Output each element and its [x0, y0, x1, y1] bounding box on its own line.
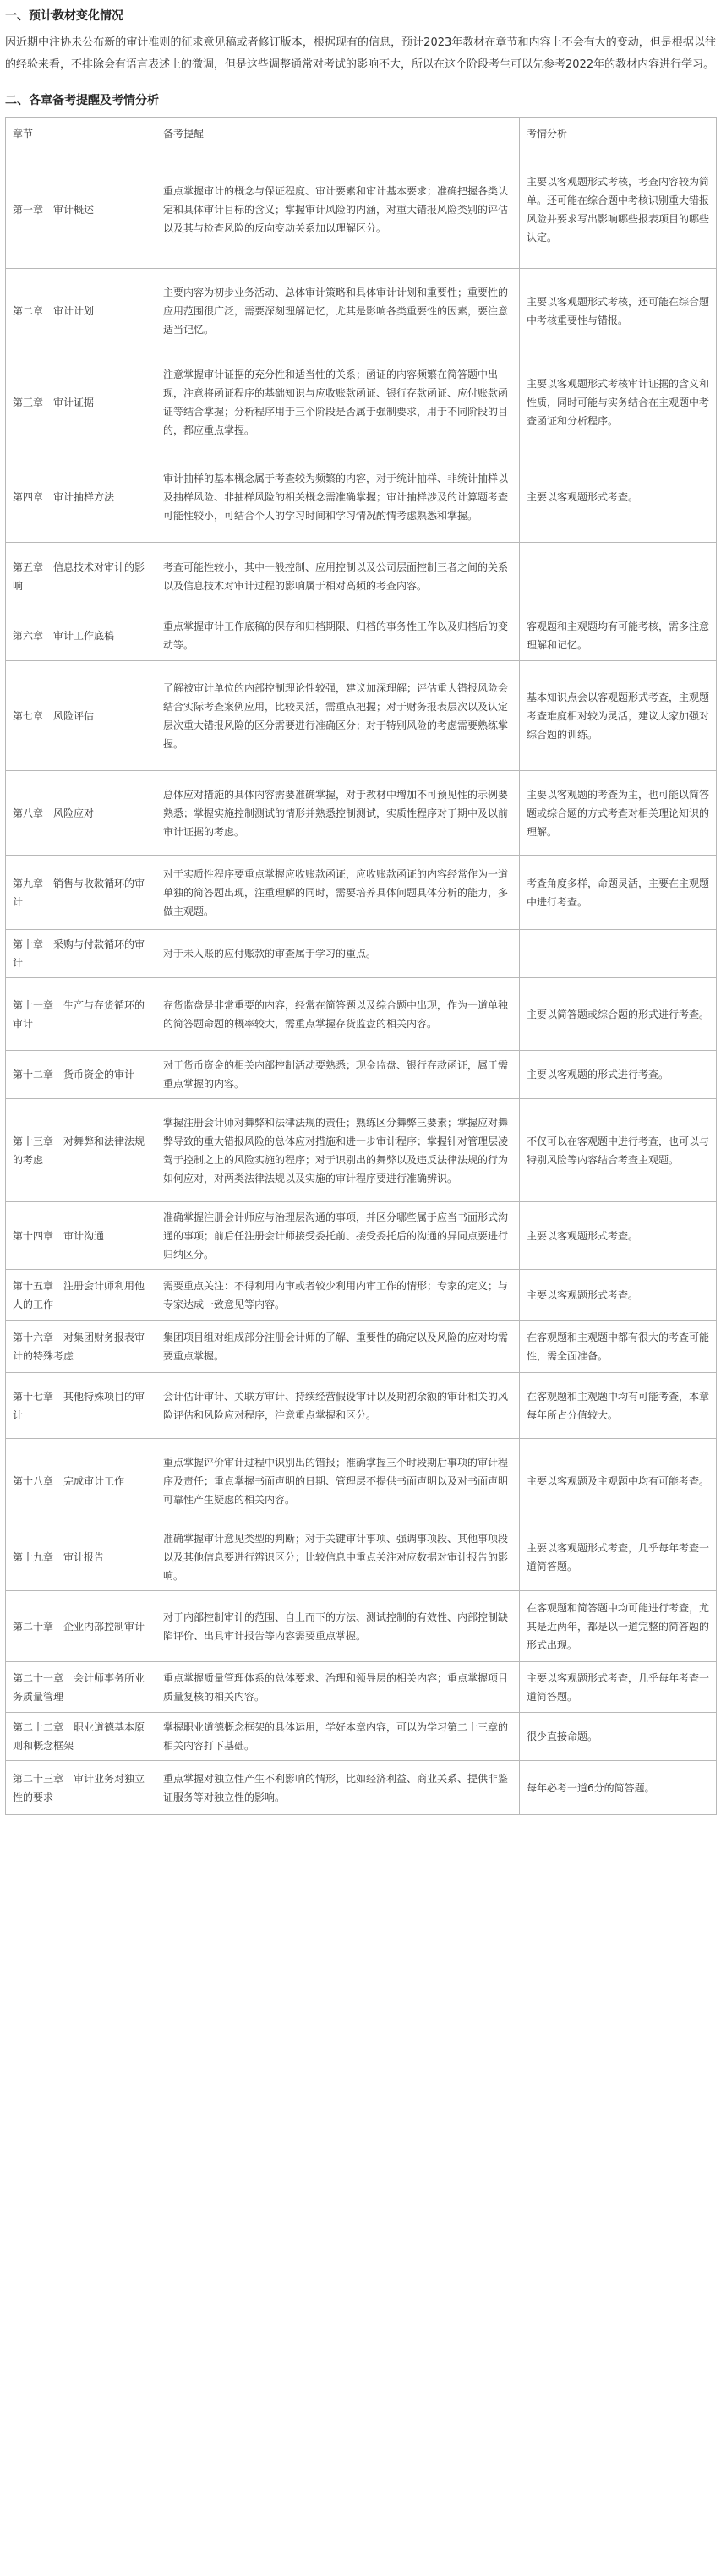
analysis-cell: 主要以客观题形式考核，考查内容较为简单。还可能在综合题中考核识别重大错报风险并要求写出影响哪些报表项目的哪些认定。 [520, 150, 717, 269]
analysis-cell: 基本知识点会以客观题形式考查，主观题考查难度相对较为灵活，建议大家加强对综合题的训练。 [520, 661, 717, 771]
chapter-cell: 第十九章 审计报告 [6, 1523, 156, 1591]
analysis-cell [520, 543, 717, 610]
tip-cell: 对于实质性程序要重点掌握应收账款函证，应收账款函证的内容经常作为一道单独的简答题出现，注重理解的同时，需要培养具体问题具体分析的能力，多做主观题。 [156, 856, 520, 930]
analysis-cell: 主要以客观题形式考查。 [520, 1270, 717, 1321]
tip-cell: 需要重点关注：不得利用内审或者较少利用内审工作的情形；专家的定义；与专家达成一致意见等内容。 [156, 1270, 520, 1321]
tip-cell: 主要内容为初步业务活动、总体审计策略和具体审计计划和重要性；重要性的应用范围很广泛，需要深刻理解记忆，尤其是影响各类重要性的因素，要注意适当记忆。 [156, 269, 520, 353]
analysis-cell: 在客观题和主观题中均有可能考查，本章每年所占分值较大。 [520, 1373, 717, 1439]
analysis-cell: 主要以客观题形式考核，还可能在综合题中考核重要性与错报。 [520, 269, 717, 353]
section-title-textbook-changes: 一、预计教材变化情况 [5, 9, 123, 23]
tip-cell: 对于货币资金的相关内部控制活动要熟悉；现金监盘、银行存款函证，属于需重点掌握的内容。 [156, 1051, 520, 1099]
chapter-cell: 第二章 审计计划 [6, 269, 156, 353]
analysis-cell: 主要以客观题形式考查。 [520, 451, 717, 543]
table-row [6, 856, 717, 930]
chapter-cell: 第十六章 对集团财务报表审计的特殊考虑 [6, 1321, 156, 1373]
tip-cell: 重点掌握对独立性产生不利影响的情形，比如经济利益、商业关系、提供非鉴证服务等对独立性的影响。 [156, 1761, 520, 1815]
chapter-cell: 第十八章 完成审计工作 [6, 1439, 156, 1523]
table-row [6, 150, 717, 269]
chapter-cell: 第四章 审计抽样方法 [6, 451, 156, 543]
table-row [6, 771, 717, 856]
analysis-cell: 客观题和主观题均有可能考核，需多注意理解和记忆。 [520, 610, 717, 661]
tip-cell: 集团项目组对组成部分注册会计师的了解、重要性的确定以及风险的应对均需要重点掌握。 [156, 1321, 520, 1373]
table-row [6, 269, 717, 353]
analysis-cell: 主要以客观题形式考查，几乎每年考查一道简答题。 [520, 1523, 717, 1591]
table-header-row [6, 118, 717, 150]
tip-cell: 存货监盘是非常重要的内容，经常在简答题以及综合题中出现，作为一道单独的简答题命题的概率较大，需重点掌握存货监盘的相关内容。 [156, 978, 520, 1051]
table-row [6, 353, 717, 451]
chapter-cell: 第二十二章 职业道德基本原则和概念框架 [6, 1713, 156, 1761]
chapter-cell: 第三章 审计证据 [6, 353, 156, 451]
tip-cell: 总体应对措施的具体内容需要准确掌握，对于教材中增加不可预见性的示例要熟悉；掌握实施控制测试的情形并熟悉控制测试，实质性程序对于期中及以前审计证据的考虑。 [156, 771, 520, 856]
table-row [6, 1761, 717, 1815]
tip-cell: 重点掌握审计工作底稿的保存和归档期限、归档的事务性工作以及归档后的变动等。 [156, 610, 520, 661]
tip-cell: 了解被审计单位的内部控制理论性较强，建议加深理解；评估重大错报风险会结合实际考查案例应用，比较灵活，需重点把握；对于财务报表层次以及认定层次重大错报风险的区分需要进行准确区分；对于特别风险的考虑需要熟练掌握。 [156, 661, 520, 771]
tip-cell: 对于未入账的应付账款的审查属于学习的重点。 [156, 930, 520, 978]
table-row [6, 543, 717, 610]
tip-cell: 准确掌握审计意见类型的判断；对于关键审计事项、强调事项段、其他事项段以及其他信息要进行辨识区分；比较信息中重点关注对应数据对审计报告的影响。 [156, 1523, 520, 1591]
tip-cell: 审计抽样的基本概念属于考查较为频繁的内容，对于统计抽样、非统计抽样以及抽样风险、非抽样风险的相关概念需准确掌握；审计抽样涉及的计算题考查可能性较小，可结合个人的学习时间和学习情况酌情考虑熟悉和掌握。 [156, 451, 520, 543]
table-row [6, 661, 717, 771]
tip-cell: 掌握职业道德概念框架的具体运用，学好本章内容，可以为学习第二十三章的相关内容打下基础。 [156, 1713, 520, 1761]
chapter-cell: 第十一章 生产与存货循环的审计 [6, 978, 156, 1051]
tip-cell: 会计估计审计、关联方审计、持续经营假设审计以及期初余额的审计相关的风险评估和风险应对程序，注意重点掌握和区分。 [156, 1373, 520, 1439]
table-row [6, 930, 717, 978]
chapter-cell: 第二十章 企业内部控制审计 [6, 1591, 156, 1662]
table-row [6, 1713, 717, 1761]
chapter-cell: 第十章 采购与付款循环的审计 [6, 930, 156, 978]
chapter-cell: 第六章 审计工作底稿 [6, 610, 156, 661]
chapter-cell: 第七章 风险评估 [6, 661, 156, 771]
analysis-cell: 在客观题和简答题中均可能进行考查，尤其是近两年，都是以一道完整的简答题的形式出现。 [520, 1591, 717, 1662]
analysis-cell: 主要以客观题的考查为主，也可能以简答题或综合题的方式考查对相关理论知识的理解。 [520, 771, 717, 856]
tip-cell: 注意掌握审计证据的充分性和适当性的关系；函证的内容频繁在简答题中出现，注意将函证程序的基础知识与应收账款函证、银行存款函证、应付账款函证等结合掌握；分析程序用于三个阶段是否属于强制要求，用于不同阶段的目的，都应重点掌握。 [156, 353, 520, 451]
tip-cell: 准确掌握注册会计师应与治理层沟通的事项，并区分哪些属于应当书面形式沟通的事项；前后任注册会计师接受委托前、接受委托后的沟通的异同点要进行归纳区分。 [156, 1202, 520, 1270]
tip-cell: 重点掌握质量管理体系的总体要求、治理和领导层的相关内容；重点掌握项目质量复核的相关内容。 [156, 1662, 520, 1713]
analysis-cell: 在客观题和主观题中都有很大的考查可能性，需全面准备。 [520, 1321, 717, 1373]
table-row [6, 1270, 717, 1321]
chapter-cell: 第十五章 注册会计师利用他人的工作 [6, 1270, 156, 1321]
analysis-cell: 主要以客观题形式考查。 [520, 1202, 717, 1270]
analysis-cell: 主要以客观题的形式进行考查。 [520, 1051, 717, 1099]
chapter-cell: 第二十一章 会计师事务所业务质量管理 [6, 1662, 156, 1713]
analysis-cell [520, 930, 717, 978]
analysis-cell: 主要以简答题或综合题的形式进行考查。 [520, 978, 717, 1051]
chapter-cell: 第十二章 货币资金的审计 [6, 1051, 156, 1099]
analysis-cell: 主要以客观题形式考核审计证据的含义和性质，同时可能与实务结合在主观题中考查函证和分析程序。 [520, 353, 717, 451]
analysis-cell: 很少直接命题。 [520, 1713, 717, 1761]
tip-cell: 对于内部控制审计的范围、自上而下的方法、测试控制的有效性、内部控制缺陷评价、出具审计报告等内容需要重点掌握。 [156, 1591, 520, 1662]
chapter-cell: 第十七章 其他特殊项目的审计 [6, 1373, 156, 1439]
chapter-cell: 第八章 风险应对 [6, 771, 156, 856]
chapter-cell: 第九章 销售与收款循环的审计 [6, 856, 156, 930]
table-row [6, 1439, 717, 1523]
table-row [6, 451, 717, 543]
tip-cell: 重点掌握审计的概念与保证程度、审计要素和审计基本要求；准确把握各类认定和具体审计目标的含义；掌握审计风险的内涵，对重大错报风险类别的评估以及其与检查风险的反向变动关系加以理解区分。 [156, 150, 520, 269]
table-row [6, 978, 717, 1051]
tip-cell: 掌握注册会计师对舞弊和法律法规的责任；熟练区分舞弊三要素；掌握应对舞弊导致的重大错报风险的总体应对措施和进一步审计程序；掌握针对管理层凌驾于控制之上的风险实施的程序；对于识别出的舞弊以及违反法律法规的行为如何应对，对两类法律法规以及实施的审计程序要进行准确辨识。 [156, 1099, 520, 1202]
intro-paragraph: 因近期中注协未公布新的审计准则的征求意见稿或者修订版本，根据现有的信息，预计2023年教材在章节和内容上不会有大的变动，但是根据以往的经验来看，不排除会有语言表述上的微调，但是这些调整通常对考试的影响不大，所以在这个阶段考生可以先参考2022年的教材内容进行学习。 [5, 36, 716, 71]
table-row [6, 1202, 717, 1270]
column-header-analysis: 考情分析 [520, 118, 717, 150]
chapter-cell: 第五章 信息技术对审计的影响 [6, 543, 156, 610]
section-title-chapter-analysis: 二、各章备考提醒及考情分析 [5, 94, 159, 107]
analysis-cell: 考查角度多样，命题灵活，主要在主观题中进行考查。 [520, 856, 717, 930]
tip-cell: 考查可能性较小，其中一般控制、应用控制以及公司层面控制三者之间的关系以及信息技术对审计过程的影响属于相对高频的考查内容。 [156, 543, 520, 610]
table-row [6, 1662, 717, 1713]
column-header-tip: 备考提醒 [156, 118, 520, 150]
table-row [6, 1321, 717, 1373]
tip-cell: 重点掌握评价审计过程中识别出的错报；准确掌握三个时段期后事项的审计程序及责任；重点掌握书面声明的日期、管理层不提供书面声明以及对书面声明可靠性产生疑虑的相关内容。 [156, 1439, 520, 1523]
chapter-cell: 第二十三章 审计业务对独立性的要求 [6, 1761, 156, 1815]
chapter-cell: 第十四章 审计沟通 [6, 1202, 156, 1270]
table-row [6, 1523, 717, 1591]
table-row [6, 1373, 717, 1439]
table-row [6, 610, 717, 661]
table-row [6, 1051, 717, 1099]
table-row [6, 1099, 717, 1202]
analysis-cell: 主要以客观题及主观题中均有可能考查。 [520, 1439, 717, 1523]
analysis-cell: 每年必考一道6分的简答题。 [520, 1761, 717, 1815]
column-header-chapter: 章节 [6, 118, 156, 150]
chapter-cell: 第十三章 对舞弊和法律法规的考虑 [6, 1099, 156, 1202]
analysis-cell: 主要以客观题形式考查，几乎每年考查一道简答题。 [520, 1662, 717, 1713]
chapter-analysis-table [5, 117, 717, 1815]
chapter-cell: 第一章 审计概述 [6, 150, 156, 269]
analysis-cell: 不仅可以在客观题中进行考查，也可以与特别风险等内容结合考查主观题。 [520, 1099, 717, 1202]
table-row [6, 1591, 717, 1662]
